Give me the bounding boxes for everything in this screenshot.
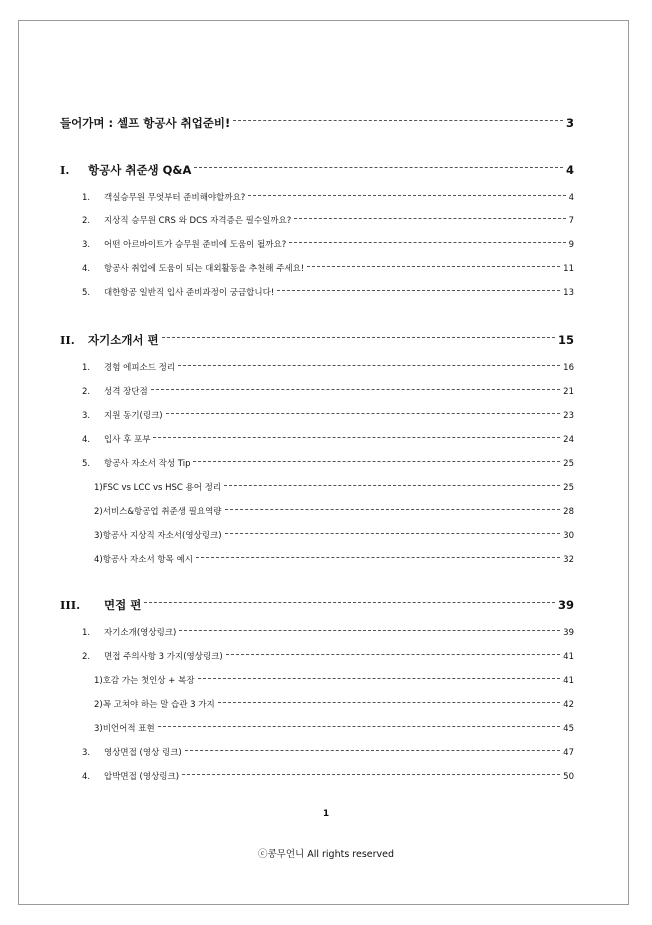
toc-item[interactable] <box>82 626 574 640</box>
subitem-label: 3)비언어적 표현 <box>94 724 155 734</box>
subitem-label: 2)서비스&항공업 취준생 필요역량 <box>94 507 222 517</box>
item-page: 25 <box>563 483 574 493</box>
dot-leader <box>158 725 560 727</box>
subitem-label: 3)항공사 지상직 자소서(영상링크) <box>94 531 222 541</box>
toc-item[interactable] <box>82 361 574 375</box>
dot-leader <box>233 119 563 121</box>
section-title: 면접 편 <box>104 598 142 612</box>
dot-leader <box>277 289 560 291</box>
toc-item[interactable] <box>82 746 574 760</box>
item-number: 3. <box>82 240 91 250</box>
toc-item[interactable] <box>82 770 574 784</box>
item-label: 입사 후 포부 <box>104 435 151 445</box>
item-label: 객실승무원 무엇부터 준비해야할까요? <box>104 193 246 203</box>
dot-leader <box>225 508 561 510</box>
dot-leader <box>193 460 560 462</box>
item-page: 41 <box>563 676 574 686</box>
dot-leader <box>162 336 555 338</box>
section-number: I. <box>60 163 70 177</box>
item-label: 항공사 자소서 작성 Tip <box>104 459 191 469</box>
subitem-label: 2)꼭 고쳐야 하는 말 습관 3 가지 <box>94 700 215 710</box>
item-label: 지원 동기(링크) <box>104 411 163 421</box>
item-number: 2. <box>82 216 91 226</box>
dot-leader <box>198 677 561 679</box>
dot-leader <box>179 629 560 631</box>
item-page: 23 <box>563 411 574 421</box>
section-title: 항공사 취준생 Q&A <box>88 163 192 177</box>
section-title: 자기소개서 편 <box>88 333 159 347</box>
toc-subitem[interactable] <box>94 698 574 712</box>
dot-leader <box>307 265 560 267</box>
item-number: 3. <box>82 748 91 758</box>
subitem-label: 1)FSC vs LCC vs HSC 용어 정리 <box>94 483 222 493</box>
toc-section-1[interactable] <box>60 163 574 177</box>
dot-leader <box>182 773 560 775</box>
subitem-label: 1)호감 가는 첫인상 + 복장 <box>94 676 195 686</box>
item-number: 4. <box>82 264 91 274</box>
item-page: 24 <box>563 435 574 445</box>
copyright-notice: ⓒ콩무언니 All rights reserved <box>257 849 395 860</box>
toc-item[interactable] <box>82 433 574 447</box>
section-number: II. <box>60 333 75 347</box>
dot-leader <box>185 749 560 751</box>
section-page: 39 <box>557 598 574 612</box>
item-page: 39 <box>563 628 574 638</box>
item-label: 항공사 취업에 도움이 되는 대외활동을 추천해 주세요! <box>104 264 305 274</box>
item-page: 25 <box>563 459 574 469</box>
dot-leader <box>153 436 560 438</box>
toc-item[interactable] <box>82 650 574 664</box>
item-label: 영상면접 (영상 링크) <box>104 748 182 758</box>
dot-leader <box>144 601 555 603</box>
dot-leader <box>224 484 560 486</box>
dot-leader <box>289 241 565 243</box>
dot-leader <box>225 532 561 534</box>
dot-leader <box>226 653 560 655</box>
page-number: 1 <box>322 809 330 819</box>
item-page: 13 <box>563 288 574 298</box>
dot-leader <box>248 194 565 196</box>
item-label: 지상직 승무원 CRS 와 DCS 자격증은 필수일까요? <box>104 216 292 226</box>
dot-leader <box>178 364 560 366</box>
toc-subitem[interactable] <box>94 553 574 567</box>
item-page: 28 <box>563 507 574 517</box>
item-number: 2. <box>82 652 91 662</box>
item-number: 1. <box>82 363 91 373</box>
item-label: 대한항공 일반직 입사 준비과정이 궁금합니다! <box>104 288 275 298</box>
item-page: 45 <box>563 724 574 734</box>
item-page: 9 <box>568 240 574 250</box>
toc-intro[interactable] <box>60 116 574 130</box>
item-number: 3. <box>82 411 91 421</box>
toc-subitem[interactable] <box>94 529 574 543</box>
toc-section-2[interactable] <box>60 333 574 347</box>
item-page: 50 <box>563 772 574 782</box>
item-number: 4. <box>82 435 91 445</box>
item-label: 경험 에피소드 정리 <box>104 363 176 373</box>
toc-item[interactable] <box>82 262 574 276</box>
item-number: 2. <box>82 387 91 397</box>
dot-leader <box>294 217 565 219</box>
item-page: 11 <box>563 264 574 274</box>
toc-item[interactable] <box>82 238 574 252</box>
item-number: 1. <box>82 193 91 203</box>
toc-item[interactable] <box>82 409 574 423</box>
item-page: 21 <box>563 387 574 397</box>
item-number: 4. <box>82 772 91 782</box>
item-page: 7 <box>568 216 574 226</box>
item-number: 5. <box>82 459 91 469</box>
toc-item[interactable] <box>82 385 574 399</box>
dot-leader <box>151 388 560 390</box>
item-page: 41 <box>563 652 574 662</box>
subitem-label: 4)항공사 자소서 항목 예시 <box>94 555 193 565</box>
item-page: 32 <box>563 555 574 565</box>
item-page: 16 <box>563 363 574 373</box>
item-label: 자기소개(영상링크) <box>104 628 177 638</box>
item-number: 5. <box>82 288 91 298</box>
toc-section-3[interactable] <box>60 598 574 612</box>
toc-item[interactable] <box>82 457 574 471</box>
toc-subitem[interactable] <box>94 674 574 688</box>
dot-leader <box>196 556 560 558</box>
dot-leader <box>218 701 561 703</box>
dot-leader <box>194 166 563 168</box>
toc-item[interactable] <box>82 191 574 205</box>
section-page: 4 <box>565 163 574 177</box>
item-label: 면접 주의사항 3 가지(영상링크) <box>104 652 223 662</box>
item-label: 성격 장단점 <box>104 387 148 397</box>
toc-item[interactable] <box>82 214 574 228</box>
item-number: 1. <box>82 628 91 638</box>
section-page: 15 <box>557 333 574 347</box>
toc-subitem[interactable] <box>94 505 574 519</box>
toc-intro-label: 들어가며 : 셀프 항공사 취업준비! <box>60 116 231 130</box>
item-page: 30 <box>563 531 574 541</box>
toc-subitem[interactable] <box>94 722 574 736</box>
item-page: 4 <box>568 193 574 203</box>
item-page: 47 <box>563 748 574 758</box>
item-label: 어떤 아르바이트가 승무원 준비에 도움이 될까요? <box>104 240 287 250</box>
section-number: III. <box>60 598 81 612</box>
item-label: 압박면접 (영상링크) <box>104 772 180 782</box>
item-page: 42 <box>563 700 574 710</box>
toc-item[interactable] <box>82 286 574 300</box>
toc-subitem[interactable] <box>94 481 574 495</box>
dot-leader <box>166 412 561 414</box>
toc-intro-page: 3 <box>565 116 574 130</box>
